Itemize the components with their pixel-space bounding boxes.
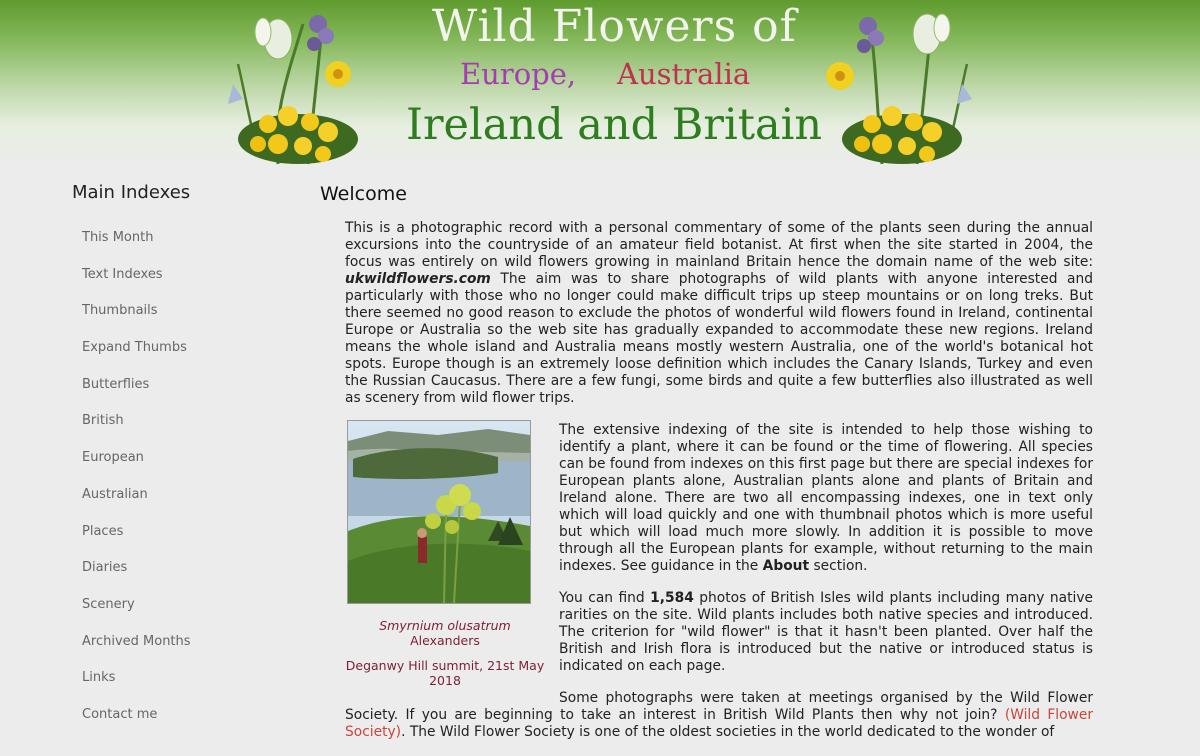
- site-title-line1: Wild Flowers of: [432, 1, 797, 52]
- count-text-b: photos of British Isles wild plants including many native rarities on the site. Wild plants includes both native species and introduced. The criterion for "wild flower" is that it hasn't been planted. Over half the British and Irish flora is introduced but the native or introduced status is indicated on each page.: [559, 590, 1093, 674]
- site-title-australia: Australia: [617, 57, 751, 91]
- site-title-line3: Ireland and Britain: [406, 100, 823, 150]
- nav-item-text-indexes[interactable]: Text Indexes: [82, 266, 163, 282]
- nav-item-british[interactable]: British: [82, 413, 124, 429]
- indexing-text-b: section.: [809, 558, 868, 574]
- intro-text-a: This is a photographic record with a personal commentary of some of the plants seen during the annual excursions into the countryside of an amateur field botanist. At first when the site started in 2004, the focus was entirely on wild flowers growing in mainland Britain hence the domain name of the web site:: [345, 220, 1093, 270]
- about-section-ref: About: [762, 558, 810, 574]
- nav-item-contact-me[interactable]: Contact me: [82, 706, 158, 722]
- alexanders-photo-image[interactable]: [348, 421, 530, 603]
- site-header: [0, 0, 1200, 170]
- count-text-a: You can find: [559, 590, 651, 606]
- nav-item-expand-thumbs[interactable]: Expand Thumbs: [82, 340, 187, 356]
- featured-photo-figure: [345, 420, 545, 688]
- nav-item-links[interactable]: Links: [82, 670, 116, 686]
- photo-count: 1,584: [650, 590, 694, 606]
- nav-item-australian[interactable]: Australian: [82, 486, 148, 502]
- nav-item-european[interactable]: European: [82, 450, 144, 466]
- nav-item-butterflies[interactable]: Butterflies: [82, 376, 150, 392]
- society-text-a: Some photographs were taken at meetings organised by the Wild Flower Society. If you are beginning to take an interest in British Wild Plants then why not join?: [345, 690, 1093, 723]
- flower-cluster-right-image: [822, 4, 982, 170]
- society-paragraph: [345, 690, 1093, 741]
- wild-flower-society-link[interactable]: (Wild Flower Society): [345, 707, 1093, 740]
- photo-caption-latin: Smyrnium olusatrum: [379, 618, 511, 633]
- sidebar-title: Main Indexes: [72, 182, 191, 203]
- main-index-nav: [82, 228, 191, 742]
- flower-cluster-left-image: [218, 4, 378, 170]
- main-content: [345, 220, 1093, 756]
- nav-item-diaries[interactable]: Diaries: [82, 560, 128, 576]
- site-title-europe: Europe,: [460, 57, 577, 91]
- nav-item-archived-months[interactable]: Archived Months: [82, 633, 191, 649]
- photo-caption-common: Alexanders: [410, 633, 480, 648]
- site-domain-name: ukwildflowers.com: [345, 271, 491, 287]
- intro-paragraph: [345, 220, 1093, 407]
- intro-text-b: The aim was to share photographs of wild plants with anyone interested and particularly with those who no longer could make difficult trips up steep mountains or on long treks. But there seemed no good reason to exclude the photos of wonderful wild flowers found in Ireland, continental Europe or Australia so the web site has gradually expanded to accommodate these new regions. Ireland means the whole island and Australia means mostly western Australia, one of the world's botanical hot spots. Europe though is an extremely loose definition which includes the Canary Islands, Turkey and even the Russian Caucasus. There are a few fungi, some birds and quite a few butterflies also illustrated as well as scenery from wild flower trips.: [345, 271, 1093, 406]
- page-title: Welcome: [320, 183, 407, 205]
- nav-item-thumbnails[interactable]: Thumbnails: [82, 303, 158, 319]
- nav-item-places[interactable]: Places: [82, 523, 124, 539]
- nav-item-this-month[interactable]: This Month: [82, 230, 154, 245]
- nav-item-scenery[interactable]: Scenery: [82, 596, 135, 612]
- society-text-b: . The Wild Flower Society is one of the oldest societies in the world dedicated to the wonder of: [401, 724, 1055, 740]
- photo-caption-place: Deganwy Hill summit, 21st May 2018: [345, 658, 545, 688]
- indexing-text-a: The extensive indexing of the site is intended to help those wishing to identify a plant, where it can be found or the time of flowering. All species can be found from indexes on this first page but there are special indexes for European plants alone, Australian plants alone and plants of Britain and Ireland alone. There are two all encompassing indexes, one in text only which will load quickly and one with thumbnail photos which is more useful but which will load much more slowly. In addition it is possible to move through all the European plants for example, without returning to the main indexes. See guidance in the: [559, 422, 1093, 574]
- photo-frame: [347, 420, 531, 604]
